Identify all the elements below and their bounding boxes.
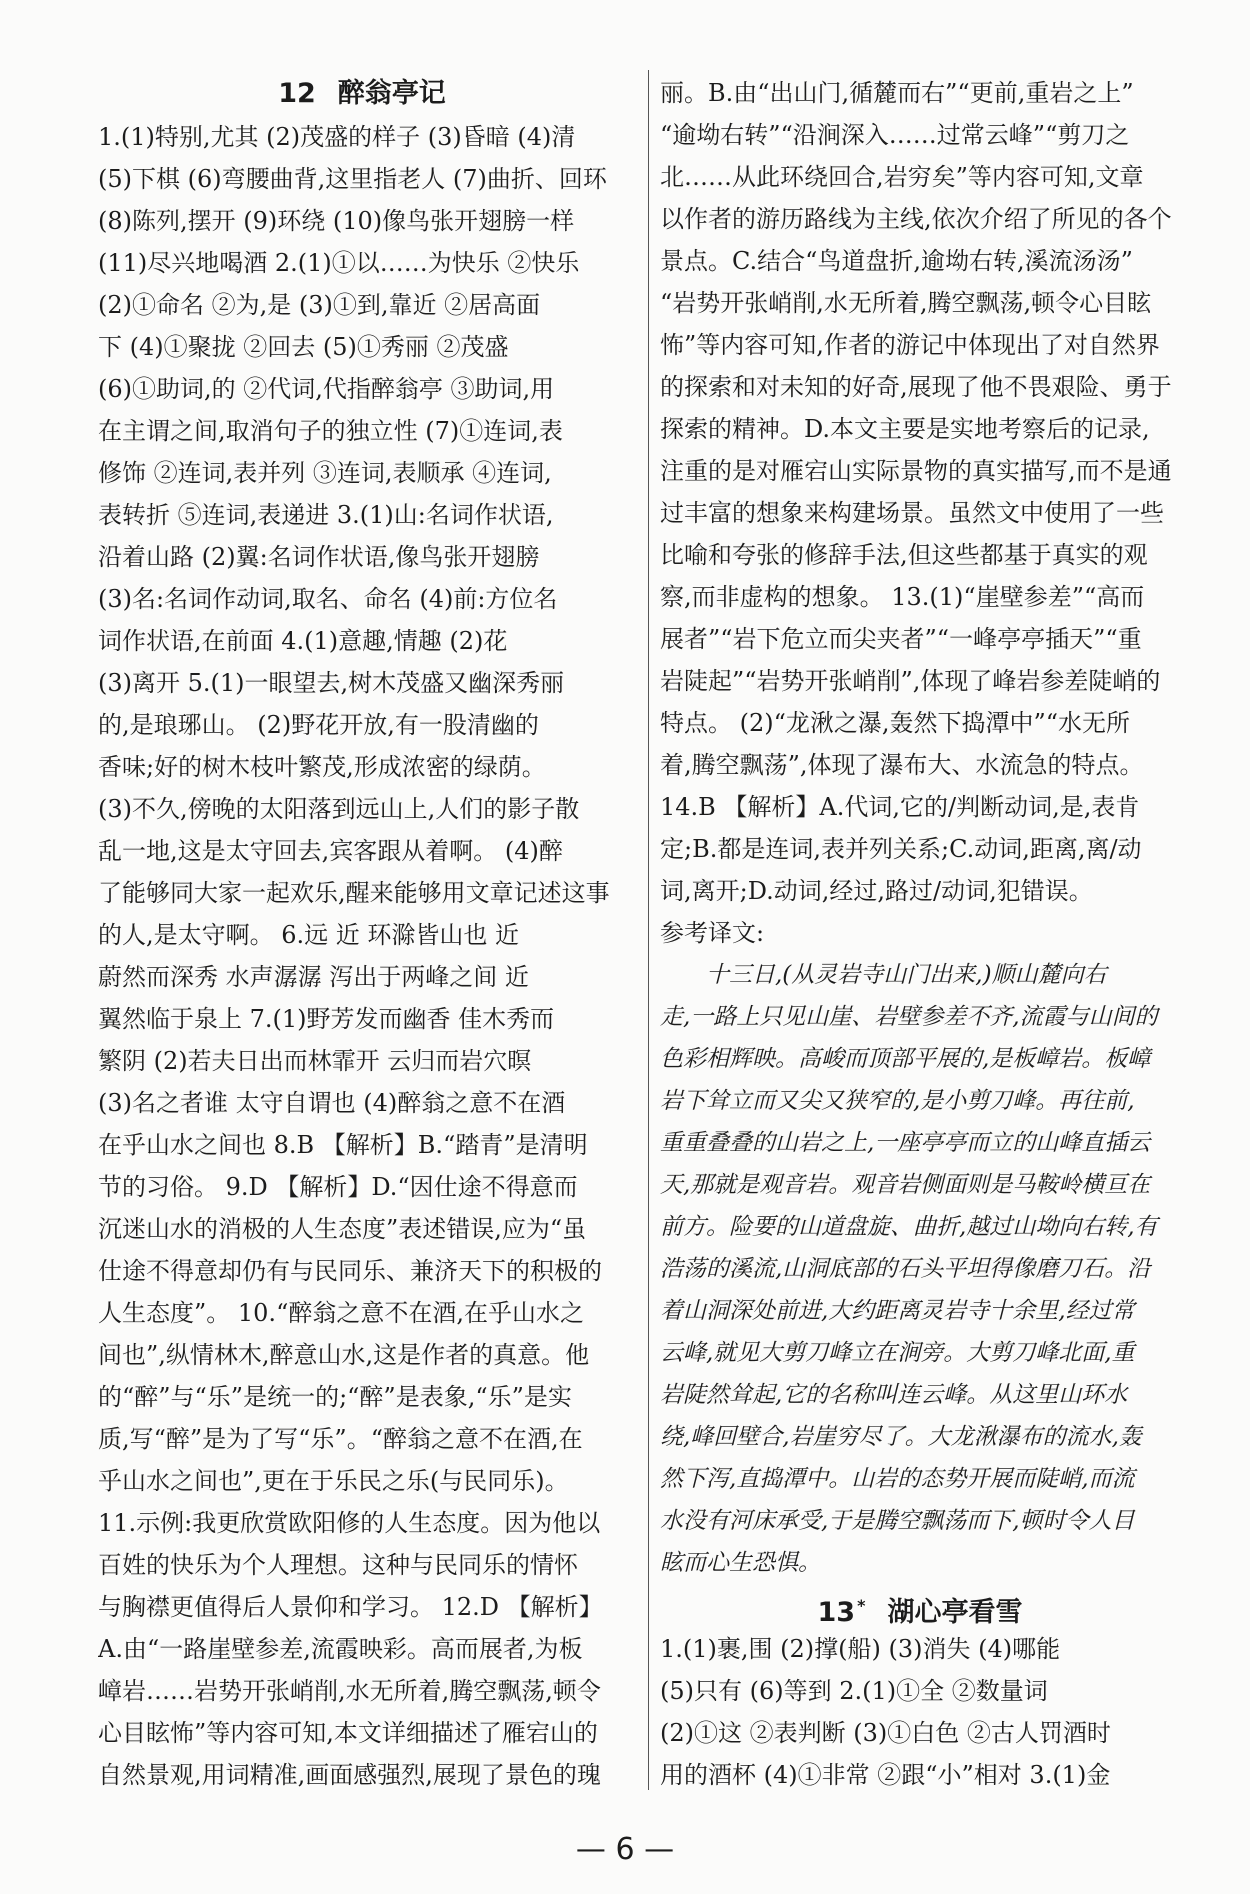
text-line: 繁阴 (2)若夫日出而林霏开 云归而岩穴暝 [98, 1047, 532, 1075]
text-line: 香味;好的树木枝叶繁茂,形成浓密的绿荫。 [98, 753, 546, 781]
section-title-text: 湖心亭看雪 [887, 1597, 1023, 1628]
left-column-text [98, 116, 626, 1796]
text-line: 岩陡起”“岩势开张峭削”,体现了峰岩参差陡峭的 [660, 667, 1161, 695]
text-line: 丽。B.由“出山门,循麓而右”“更前,重岩之上” [660, 79, 1134, 107]
section-title-text: 醉翁亭记 [337, 78, 446, 109]
text-line: 色彩相辉映。高峻而顶部平展的,是板嶂岩。板嶂 [660, 1046, 1151, 1072]
text-line: 过丰富的想象来构建场景。虽然文中使用了一些 [660, 499, 1164, 527]
text-line: 节的习俗。 9.D 【解析】D.“因仕途不得意而 [98, 1173, 578, 1201]
text-line: 自然景观,用词精准,画面感强烈,展现了景色的瑰 [98, 1761, 601, 1789]
text-line: 嶂岩……岩势开张峭削,水无所着,腾空飘荡,顿令 [98, 1677, 601, 1705]
text-line: 心目眩怖”等内容可知,本文详细描述了雁宕山的 [98, 1719, 598, 1747]
text-line: 天,那就是观音岩。观音岩侧面则是马鞍岭横亘在 [660, 1172, 1151, 1198]
text-line: 定;B.都是连词,表并列关系;C.动词,距离,离/动 [660, 835, 1142, 863]
text-line: 下 (4)①聚拢 ②回去 (5)①秀丽 ②茂盛 [98, 333, 509, 361]
text-line: 在主谓之间,取消句子的独立性 (7)①连词,表 [98, 417, 563, 445]
text-line: 的探索和对未知的好奇,展现了他不畏艰险、勇于 [660, 373, 1172, 401]
text-line: (5)只有 (6)等到 2.(1)①全 ②数量词 [660, 1677, 1048, 1705]
text-line: 绕,峰回壁合,岩崖穷尽了。大龙湫瀑布的流水,轰 [660, 1424, 1142, 1450]
text-line: 了能够同大家一起欢乐,醒来能够用文章记述这事 [98, 879, 610, 907]
text-line: 北……从此环绕回合,岩穷矣”等内容可知,文章 [660, 163, 1144, 191]
text-line: 质,写“醉”是为了写“乐”。“醉翁之意不在酒,在 [98, 1425, 583, 1453]
text-line: 着山洞深处前进,大约距离灵岩寺十余里,经过常 [660, 1298, 1135, 1324]
text-line: 词,离开;D.动词,经过,路过/动词,犯错误。 [660, 877, 1093, 905]
text-line: 与胸襟更值得后人景仰和学习。 12.D 【解析】 [98, 1593, 603, 1621]
text-line: 乎山水之间也”,更在于乐民之乐(与民同乐)。 [98, 1467, 569, 1495]
column-divider [648, 70, 649, 1790]
text-line: (2)①命名 ②为,是 (3)①到,靠近 ②居高面 [98, 291, 541, 319]
optional-mark: * [857, 1596, 866, 1615]
page-number: — 6 — [575, 1832, 675, 1867]
text-line: 1.(1)裹,围 (2)撑(船) (3)消失 (4)哪能 [660, 1635, 1061, 1663]
text-line: 沿着山路 (2)翼:名词作状语,像鸟张开翅膀 [98, 543, 540, 571]
text-line: (3)离开 5.(1)一眼望去,树木茂盛又幽深秀丽 [98, 669, 565, 697]
text-line: 表转折 ⑤连词,表递进 3.(1)山:名词作状语, [98, 501, 554, 529]
section-title-13 [660, 1584, 1180, 1628]
text-line: 然下泻,直捣潭中。山岩的态势开展而陡峭,而流 [660, 1466, 1135, 1492]
text-line: 岩陡然耸起,它的名称叫连云峰。从这里山环水 [660, 1382, 1128, 1408]
left-column [98, 72, 626, 1796]
text-line: 翼然临于泉上 7.(1)野芳发而幽香 佳木秀而 [98, 1005, 555, 1033]
text-line: 乱一地,这是太守回去,宾客跟从着啊。 (4)醉 [98, 837, 563, 865]
section-number: 13 [817, 1597, 856, 1628]
text-line: 的,是琅琊山。 (2)野花开放,有一股清幽的 [98, 711, 539, 739]
text-line: 比喻和夸张的修辞手法,但这些都基于真实的观 [660, 541, 1148, 569]
text-line: (8)陈列,摆开 (9)环绕 (10)像鸟张开翅膀一样 [98, 207, 575, 235]
text-line: 的人,是太守啊。 6.远 近 环滁皆山也 近 [98, 921, 520, 949]
text-line: 沉迷山水的消极的人生态度”表述错误,应为“虽 [98, 1215, 587, 1243]
reference-translation [660, 954, 1180, 1584]
text-line: “逾坳右转”“沿涧深入……过常云峰”“剪刀之 [660, 121, 1130, 149]
text-line: 十三日,(从灵岩寺山门出来,)顺山麓向右 [706, 962, 1107, 988]
text-line: 词作状语,在前面 4.(1)意趣,情趣 (2)花 [98, 627, 508, 655]
right-column-answers [660, 72, 1180, 954]
text-line: 岩下耸立而又尖又狭窄的,是小剪刀峰。再往前, [660, 1088, 1135, 1114]
text-line: 特点。 (2)“龙湫之瀑,轰然下捣潭中”“水无所 [660, 709, 1131, 737]
text-line: 百姓的快乐为个人理想。这种与民同乐的情怀 [98, 1551, 578, 1579]
text-line: 的“醉”与“乐”是统一的;“醉”是表象,“乐”是实 [98, 1383, 572, 1411]
text-line: 注重的是对雁宕山实际景物的真实描写,而不是通 [660, 457, 1172, 485]
section-title-12 [98, 72, 626, 116]
text-line: 走,一路上只见山崖、岩壁参差不齐,流霞与山间的 [660, 1004, 1158, 1030]
text-line: (3)名:名词作动词,取名、命名 (4)前:方位名 [98, 585, 558, 613]
text-line: A.由“一路崖壁参差,流霞映彩。高而展者,为板 [98, 1635, 583, 1663]
text-line: “岩势开张峭削,水无所着,腾空飘荡,顿令心目眩 [660, 289, 1152, 317]
text-line: 蔚然而深秀 水声潺潺 泻出于两峰之间 近 [98, 963, 529, 991]
text-line: 用的酒杯 (4)①非常 ②跟“小”相对 3.(1)金 [660, 1761, 1111, 1789]
section-number: 12 [278, 78, 316, 109]
text-line: (3)名之者谁 太守自谓也 (4)醉翁之意不在酒 [98, 1089, 566, 1117]
text-line: 探索的精神。D.本文主要是实地考察后的记录, [660, 415, 1150, 443]
text-line: 间也”,纵情林木,醉意山水,这是作者的真意。他 [98, 1341, 590, 1369]
text-line: 怖”等内容可知,作者的游记中体现出了对自然界 [660, 331, 1160, 359]
text-line: 重重叠叠的山岩之上,一座亭亭而立的山峰直插云 [660, 1130, 1151, 1156]
text-line: 人生态度”。 10.“醉翁之意不在酒,在乎山水之 [98, 1299, 584, 1327]
text-line: 修饰 ②连词,表并列 ③连词,表顺承 ④连词, [98, 459, 552, 487]
text-line: (11)尽兴地喝酒 2.(1)①以……为快乐 ②快乐 [98, 249, 580, 277]
text-line: 眩而心生恐惧。 [660, 1550, 821, 1576]
text-line: 在乎山水之间也 8.B 【解析】B.“踏青”是清明 [98, 1131, 588, 1159]
text-line: (6)①助词,的 ②代词,代指醉翁亭 ③助词,用 [98, 375, 555, 403]
text-line: 水没有河床承受,于是腾空飘荡而下,顿时令人目 [660, 1508, 1135, 1534]
text-line: 1.(1)特别,尤其 (2)茂盛的样子 (3)昏暗 (4)清 [98, 123, 576, 151]
text-line: 云峰,就见大剪刀峰立在涧旁。大剪刀峰北面,重 [660, 1340, 1135, 1366]
text-line: 着,腾空飘荡”,体现了瀑布大、水流急的特点。 [660, 751, 1144, 779]
text-line: 以作者的游历路线为主线,依次介绍了所见的各个 [660, 205, 1172, 233]
text-line: (3)不久,傍晚的太阳落到远山上,人们的影子散 [98, 795, 580, 823]
text-line: 展者”“岩下危立而尖夹者”“一峰亭亭插天”“重 [660, 625, 1142, 653]
text-line: 浩荡的溪流,山洞底部的石头平坦得像磨刀石。沿 [660, 1256, 1151, 1282]
text-line: 14.B 【解析】A.代词,它的/判断动词,是,表肯 [660, 793, 1140, 821]
text-line: 前方。险要的山道盘旋、曲折,越过山坳向右转,有 [660, 1214, 1158, 1240]
right-column [660, 72, 1180, 1796]
text-line: (5)下棋 (6)弯腰曲背,这里指老人 (7)曲折、回环 [98, 165, 607, 193]
text-line: 景点。C.结合“鸟道盘折,逾坳右转,溪流汤汤” [660, 247, 1133, 275]
text-line: (2)①这 ②表判断 (3)①白色 ②古人罚酒时 [660, 1719, 1111, 1747]
text-line: 11.示例:我更欣赏欧阳修的人生态度。因为他以 [98, 1509, 601, 1537]
section-13-answers [660, 1628, 1180, 1796]
text-line: 察,而非虚构的想象。 13.(1)“崖壁参差”“高而 [660, 583, 1145, 611]
text-line: 参考译文: [660, 919, 765, 947]
text-line: 仕途不得意却仍有与民同乐、兼济天下的积极的 [98, 1257, 602, 1285]
